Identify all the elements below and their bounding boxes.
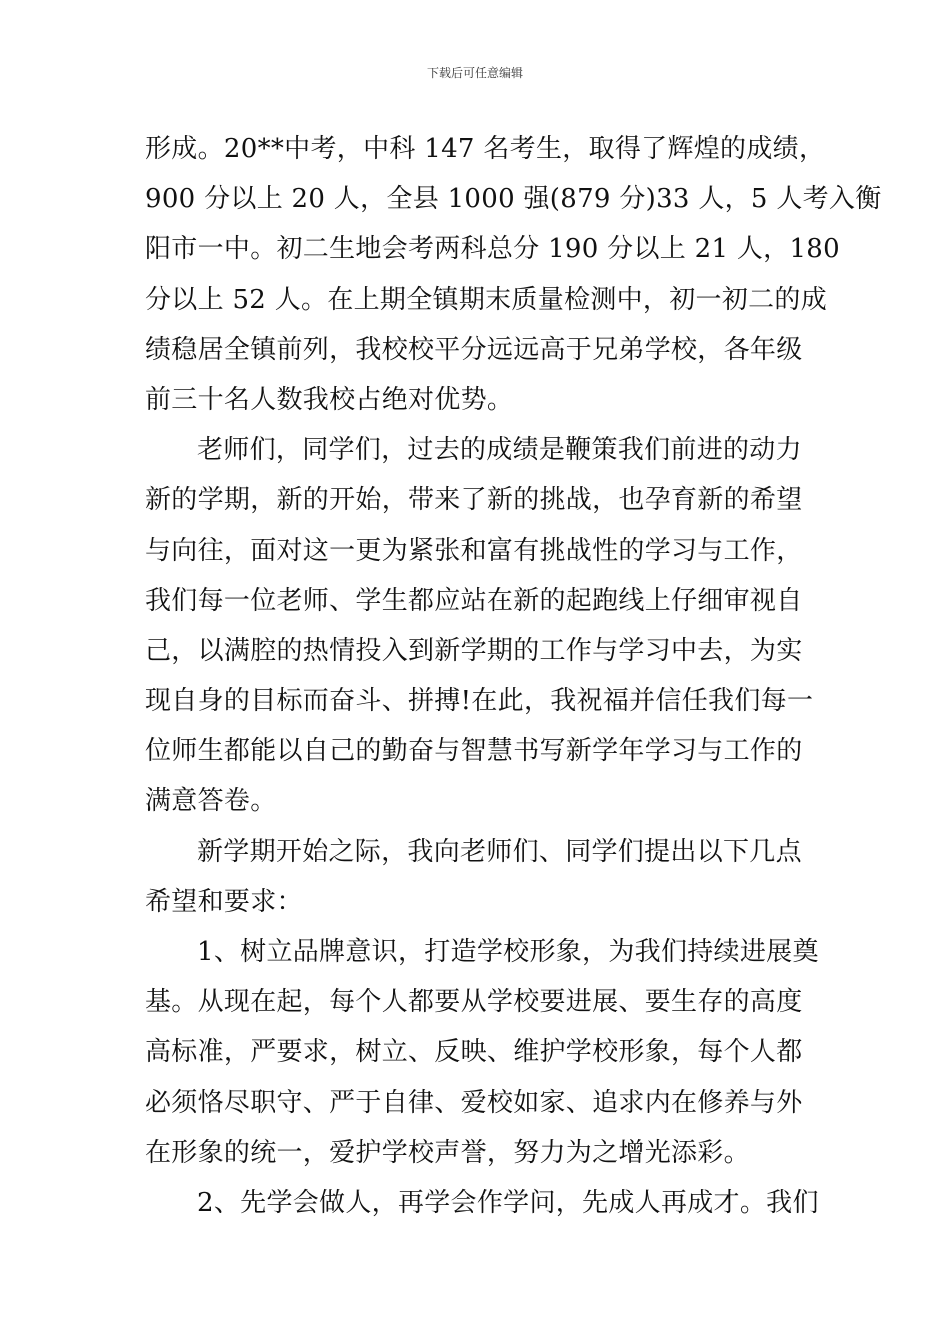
text-line: 位师生都能以自己的勤奋与智慧书写新学年学习与工作的 [145, 736, 803, 767]
text-line: 基。从现在起，每个人都要从学校要进展、要生存的高度 [145, 987, 803, 1018]
text-line: 必须恪尽职守、严于自律、爱校如家、追求内在修养与外 [145, 1087, 803, 1118]
text-line: 高标准，严要求，树立、反映、维护学校形象，每个人都 [145, 1037, 803, 1068]
text-line: 1、树立品牌意识，打造学校形象，为我们持续进展奠 [197, 937, 819, 967]
page-header: 下载后可任意编辑 [426, 66, 523, 80]
text-line: 分以上 52 人。在上期全镇期末质量检测中，初一初二的成 [145, 284, 828, 315]
text-line: 阳市一中。初二生地会考两科总分 190 分以上 21 人，180 [145, 234, 840, 265]
text-line: 2、先学会做人，再学会作学问，先成人再成才。我们 [197, 1187, 819, 1218]
text-line: 我们每一位老师、学生都应站在新的起跑线上仔细审视自 [145, 585, 803, 616]
text-line: 新学期开始之际，我向老师们、同学们提出以下几点 [197, 836, 802, 867]
text-line: 新的学期，新的开始，带来了新的挑战，也孕育新的希望 [145, 485, 803, 516]
text-line: 在形象的统一，爱护学校声誉，努力为之增光添彩。 [145, 1137, 750, 1168]
text-line: 老师们，同学们，过去的成绩是鞭策我们前进的动力 [197, 435, 802, 466]
text-line: 现自身的目标而奋斗、拼搏!在此，我祝福并信任我们每一 [145, 686, 814, 717]
text-line: 与向往，面对这一更为紧张和富有挑战性的学习与工作， [145, 535, 803, 566]
text-line: 满意答卷。 [145, 786, 277, 817]
text-line: 前三十名人数我校占绝对优势。 [145, 384, 514, 415]
document-body [145, 124, 882, 1228]
text-line: 900 分以上 20 人，全县 1000 强(879 分)33 人，5 人考入衡 [145, 184, 882, 215]
text-line: 形成。20**中考，中科 147 名考生，取得了辉煌的成绩， [145, 134, 826, 164]
text-line: 绩稳居全镇前列，我校校平分远远高于兄弟学校，各年级 [145, 334, 803, 365]
text-line: 希望和要求： [145, 886, 303, 917]
text-line: 己，以满腔的热情投入到新学期的工作与学习中去，为实 [145, 635, 803, 666]
